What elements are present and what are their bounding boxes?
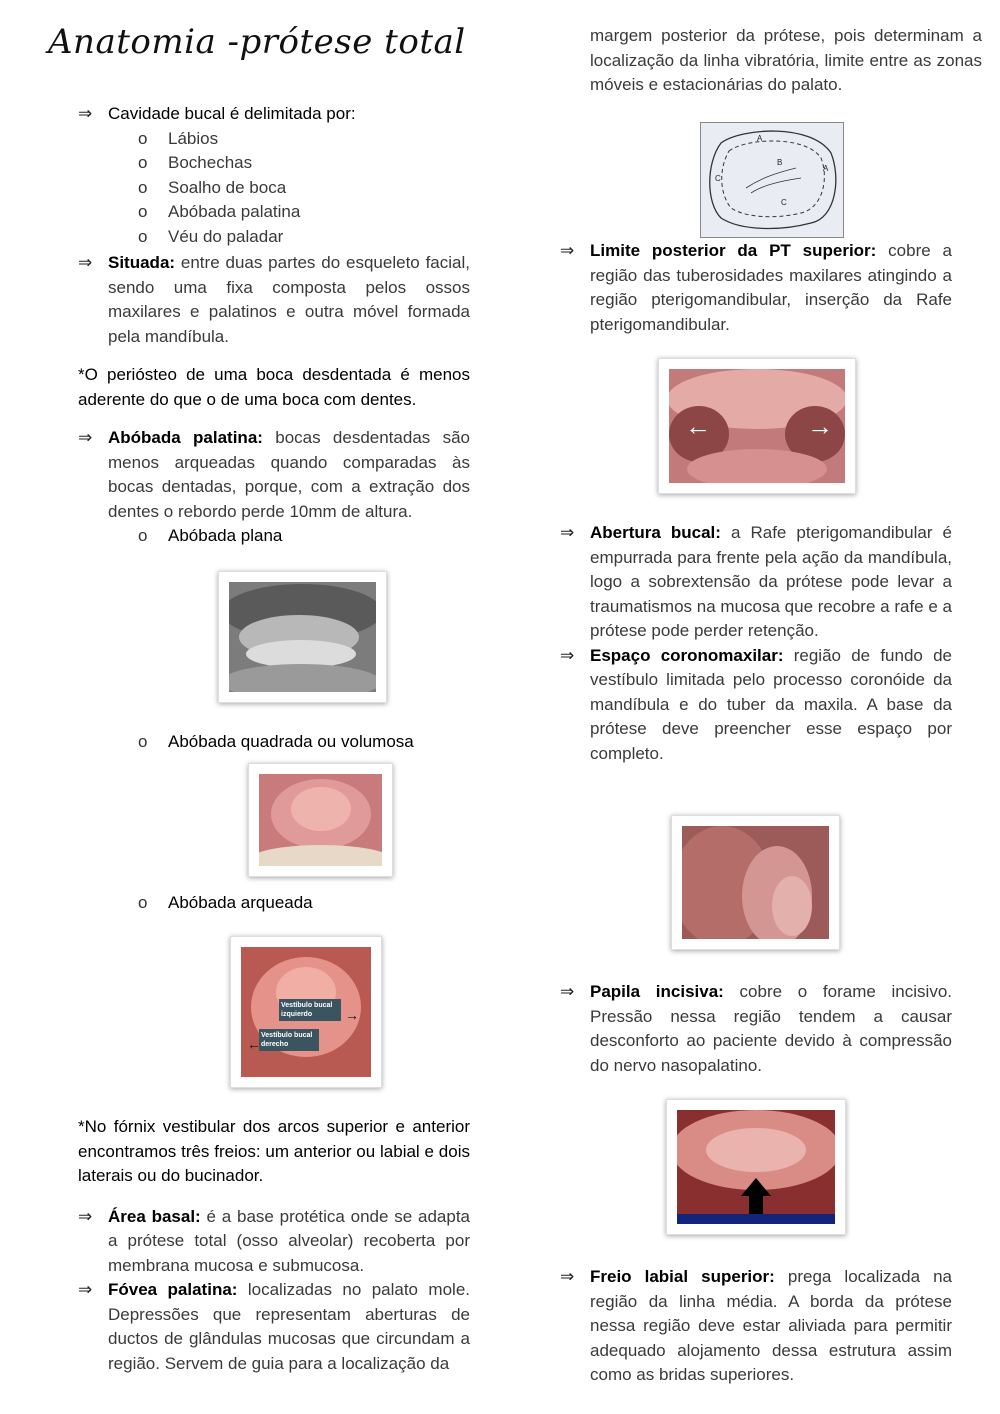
situada-label: Situada:	[108, 253, 176, 272]
bullet-icon: o	[138, 226, 148, 246]
list-item: o Soalho de boca	[78, 176, 470, 201]
situada-text: entre duas partes do esqueleto facial, sendo uma fixa composta pelos ossos maxilares e palatinos e outra móvel formada pela mandíbula.	[108, 253, 470, 346]
area-basal-text: é a base protética onde se adapta a prótese total (osso alveolar) recoberta por membrana mucosa e submucosa.	[108, 1206, 470, 1275]
abertura-text: a Rafe pterigomandibular é empurrada para frente pela ação da mandíbula, logo a sobrextensão da prótese pode levar a traumatismos na mucosa que recobre a rafe e a prótese pode perder retenção.	[590, 523, 952, 640]
bullet-icon: o	[138, 526, 148, 545]
bullet-icon: o	[138, 893, 148, 912]
abobada-label: Abóbada palatina:	[108, 428, 263, 447]
bullet-icon: o	[138, 153, 148, 172]
arrow-left-icon: ←	[685, 411, 711, 441]
arrow-left-icon: ←	[247, 1036, 261, 1052]
arrow-right-icon: →	[345, 1007, 359, 1023]
palate-diagram-drawing	[701, 123, 843, 237]
diagram-letter: C	[715, 174, 721, 183]
photo-abobada-arqueada	[230, 936, 382, 1088]
photo-abobada-plana	[218, 571, 387, 703]
diagram-letter: B	[777, 158, 783, 167]
papila-incisiva-image	[677, 1110, 835, 1224]
espaco-coronomaxilar-image	[682, 826, 829, 939]
sub-abobada-quadrada: o Abóbada quadrada ou volumosa	[78, 730, 414, 755]
arrow-icon: ⇒	[560, 982, 575, 1001]
diagram-letter: A	[757, 134, 763, 143]
arrow-icon: ⇒	[560, 523, 575, 542]
list-item: o Véu do paladar	[78, 225, 470, 250]
abertura-item	[560, 521, 952, 644]
situada-item	[78, 251, 470, 349]
espaco-text: região de fundo de vestíbulo limitada pelo processo coronóide da mandíbula e do tuber da maxila. A base da prótese deve preencher esse espaço por completo.	[590, 645, 952, 763]
abobada-plana-image	[229, 582, 376, 692]
papila-text: cobre o forame incisivo. Pressão nessa região tendem a causar desconforto ao paciente devido à compressão do nervo nasopalatino.	[590, 982, 952, 1075]
espaco-label: Espaço coronomaxilar:	[590, 645, 784, 665]
page-title: Anatomia -prótese total	[48, 22, 466, 62]
arrow-icon: ⇒	[78, 253, 93, 272]
bullet-icon: o	[138, 202, 148, 221]
bullet-icon: o	[138, 128, 148, 148]
arrow-icon: ⇒	[78, 1206, 93, 1226]
photo-abobada-quadrada	[248, 763, 393, 877]
espaco-item	[560, 644, 952, 767]
arrow-icon: ⇒	[78, 1280, 93, 1299]
note-periosteo: *O periósteo de uma boca desdentada é menos aderente do que o de uma boca com dentes.	[78, 365, 470, 409]
abertura-label: Abertura bucal:	[590, 523, 721, 542]
limite-label: Limite posterior da PT superior:	[590, 241, 877, 260]
photo-papila-incisiva	[666, 1099, 846, 1235]
sub-abobada-plana: o Abóbada plana	[78, 524, 470, 549]
list-item: o Abóbada palatina	[78, 200, 470, 225]
abobada-quadrada-image	[259, 774, 382, 866]
papila-label: Papila incisiva:	[590, 982, 724, 1001]
list-item: o Bochechas	[78, 151, 470, 176]
freio-text: prega localizada na região da linha média. A borda da prótese nessa região deve estar aliviada para permitir adequado alojamento dessa estrutura assim como as bridas superiores.	[590, 1267, 952, 1384]
list-item: o Lábios	[78, 127, 470, 152]
sub-abobada-arqueada: o Abóbada arqueada	[78, 891, 313, 916]
diagram-letter: A	[823, 164, 829, 173]
arrow-icon: ⇒	[78, 428, 93, 447]
freio-item	[560, 1265, 952, 1388]
limite-text: cobre a região das tuberosidades maxilares atingindo a região pterigomandibular, inserção da Rafe pterigomandibular.	[590, 241, 952, 334]
continuation-text: margem posterior da prótese, pois determinam a localização da linha vibratória, limite entre as zonas móveis e estacionárias do palato.	[590, 26, 982, 94]
abobada-text: bocas desdentadas são menos arqueadas quando comparadas às bocas dentadas, porque, com a extração dos dentes o rebordo perde 10mm de altura.	[108, 428, 470, 521]
area-basal-item	[78, 1205, 470, 1279]
papila-item	[560, 980, 952, 1078]
fovea-label: Fóvea palatina:	[108, 1280, 238, 1299]
left-column	[78, 102, 470, 549]
diagram-letter: C	[781, 198, 787, 207]
bullet-icon: o	[138, 177, 148, 197]
arrow-right-icon: →	[807, 411, 833, 441]
abobada-item	[78, 426, 470, 524]
arrow-icon: ⇒	[560, 645, 575, 665]
left-column-lower	[78, 1115, 470, 1376]
freio-label: Freio labial superior:	[590, 1267, 775, 1286]
fovea-item	[78, 1278, 470, 1376]
arrow-icon: ⇒	[560, 241, 575, 260]
area-basal-label: Área basal:	[108, 1206, 201, 1226]
right-freio-block	[560, 1265, 952, 1388]
right-limite-block	[560, 239, 952, 337]
photo-limite-posterior	[658, 358, 856, 494]
label-vestibulo-derecho: Vestíbulo bucal derecho	[259, 1029, 319, 1051]
label-vestibulo-izquierdo: Vestíbulo bucal izquierdo	[279, 999, 341, 1021]
fovea-text: localizadas no palato mole. Depressões que representam aberturas de ductos de glândulas mucosas que circundam a região. Servem de guia para a localização da	[108, 1280, 470, 1373]
palate-diagram	[700, 122, 844, 238]
cavidade-label: Cavidade bucal é delimitada por:	[108, 104, 356, 123]
right-papila-block	[560, 980, 952, 1078]
cavidade-bucal-item	[78, 102, 470, 127]
arrow-icon: ⇒	[78, 104, 93, 123]
bullet-icon: o	[138, 732, 148, 751]
limite-item	[560, 239, 952, 337]
right-mid-block	[560, 521, 952, 766]
arrow-icon: ⇒	[560, 1267, 575, 1286]
photo-espaco-coronomaxilar	[671, 815, 840, 950]
note-fornix: *No fórnix vestibular dos arcos superior e anterior encontramos três freios: um anterior ou labial e dois laterais ou do bucinador.	[78, 1117, 470, 1185]
